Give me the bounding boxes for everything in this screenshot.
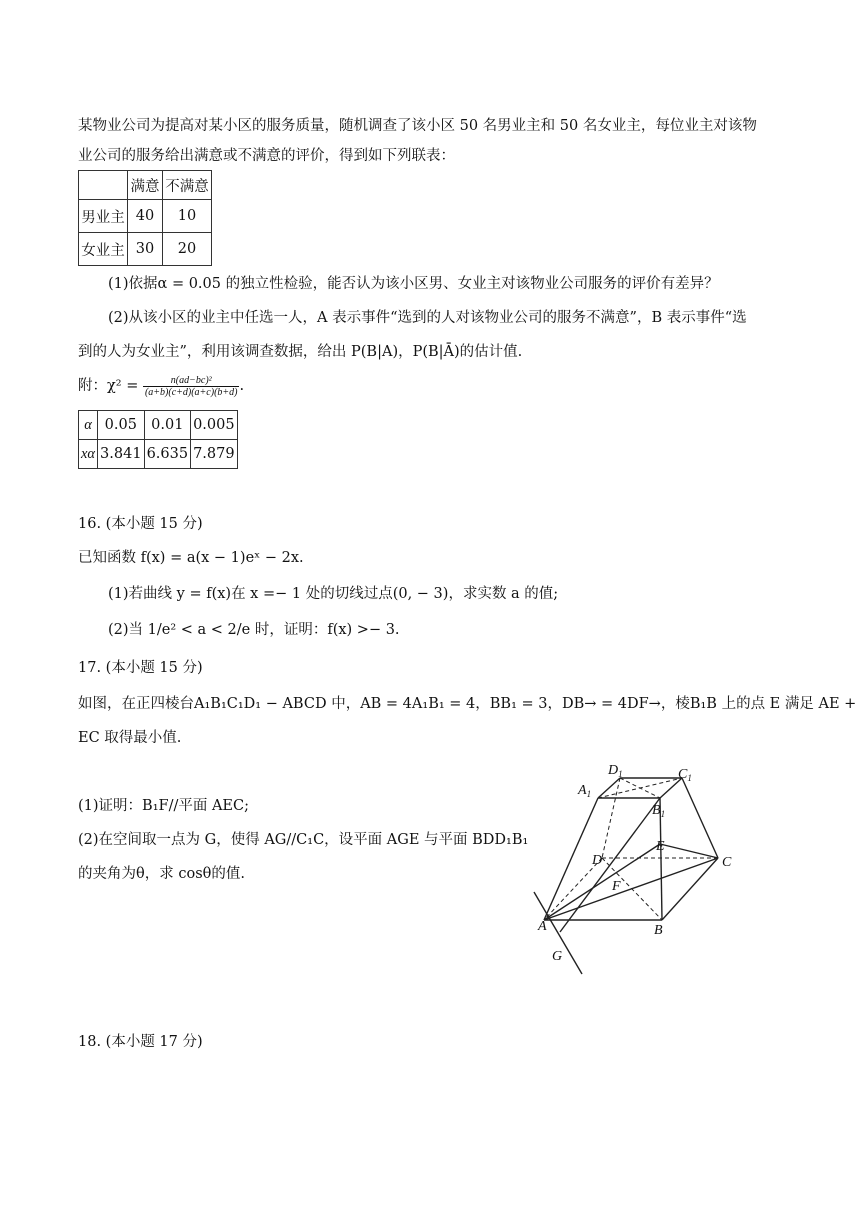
table-cell: 10 — [163, 200, 212, 233]
q17-part1: (1)证明：B₁F//平面 AEC; — [78, 798, 249, 814]
appendix-label: 附：χ² = — [78, 378, 139, 394]
table-cell: 7.879 — [191, 440, 238, 469]
q15-part2-line1: (2)从该小区的业主中任选一人，A 表示事件“选到的人对该物业公司的服务不满意”，B 表示事件“选 — [108, 310, 747, 326]
label-G: G — [552, 949, 563, 964]
q17-stem-line2: EC 取得最小值. — [78, 730, 182, 746]
label-C: C — [722, 855, 732, 870]
q16-part1: (1)若曲线 y = f(x)在 x =− 1 处的切线过点(0, − 3)，求实数 a 的值; — [108, 586, 559, 602]
table-cell: 20 — [163, 233, 212, 266]
label-B1: $B_1$ — [652, 803, 666, 819]
table-cell: 40 — [128, 200, 163, 233]
label-E: E — [656, 839, 665, 854]
label-F: F — [612, 879, 621, 894]
q17-part2-line1: (2)在空间取一点为 G，使得 AG//C₁C，设平面 AGE 与平面 BDD₁B₁ — [78, 832, 529, 848]
chi-square-formula: 附：χ² = $\frac{\text{n(ad−bc)²}}{(a+b)(c+d)(a+c)(b+d)}$ . — [78, 374, 245, 398]
label-D1: $D_1$ — [608, 763, 623, 779]
table-row — [79, 233, 212, 266]
q16-stem: 已知函数 f(x) = a(x − 1)eˣ − 2x. — [78, 550, 304, 566]
contingency-table — [78, 170, 212, 266]
q16-part2: (2)当 1/e² < a < 2/e 时，证明：f(x) >− 3. — [108, 622, 400, 638]
q15-intro-line2: 业公司的服务给出满意或不满意的评价，得到如下列联表： — [78, 148, 455, 164]
formula-fraction — [143, 375, 240, 398]
q17-stem-line1: 如图，在正四棱台A₁B₁C₁D₁ − ABCD 中，AB = 4A₁B₁ = 4，BB₁ = 3，DB→ = 4DF→，棱B₁B 上的点 E 满足 AE + — [78, 696, 857, 712]
table-cell: 0.01 — [144, 411, 191, 440]
table-header-cell: 不满意 — [163, 171, 212, 200]
table-cell: 0.05 — [98, 411, 145, 440]
formula-denominator: (a+b)(c+d)(a+c)(b+d) — [144, 386, 238, 398]
table-cell: 3.841 — [98, 440, 145, 469]
frustum-figure — [520, 752, 750, 982]
formula-numerator: n(ad−bc)² — [143, 375, 240, 387]
table-row — [79, 200, 212, 233]
table-cell: 6.635 — [144, 440, 191, 469]
table-cell: 30 — [128, 233, 163, 266]
table-cell: 男业主 — [79, 200, 128, 233]
table-cell: 0.005 — [191, 411, 238, 440]
table-row — [79, 440, 238, 469]
label-A: A — [538, 919, 547, 934]
label-D: D — [592, 853, 603, 868]
table-cell: 女业主 — [79, 233, 128, 266]
q15-part2-line2: 到的人为女业主”，利用该调查数据，给出 P(B|A)，P(B|Ā)的估计值. — [78, 344, 523, 360]
q15-part1: (1)依据α = 0.05 的独立性检验，能否认为该小区男、女业主对该物业公司服务的评价有差异？ — [108, 276, 719, 292]
q18-header: 18. (本小题 17 分) — [78, 1034, 203, 1050]
q16-header: 16. (本小题 15 分) — [78, 516, 203, 532]
q15-intro-line1: 某物业公司为提高对某小区的服务质量，随机调查了该小区 50 名男业主和 50 名女业主，每位业主对该物 — [78, 118, 757, 134]
table-cell: α — [79, 411, 98, 440]
table-cell: xα — [79, 440, 98, 469]
table-header-cell: 满意 — [128, 171, 163, 200]
label-C1: $C_1$ — [678, 767, 692, 783]
table-row — [79, 411, 238, 440]
critical-value-table — [78, 410, 238, 469]
q17-header: 17. (本小题 15 分) — [78, 660, 203, 676]
table-header-row — [79, 171, 212, 200]
q17-part2-line2: 的夹角为θ，求 cosθ的值. — [78, 866, 245, 882]
label-B: B — [654, 923, 663, 938]
label-A1: $A_1$ — [578, 783, 592, 799]
table-header-cell — [79, 171, 128, 200]
